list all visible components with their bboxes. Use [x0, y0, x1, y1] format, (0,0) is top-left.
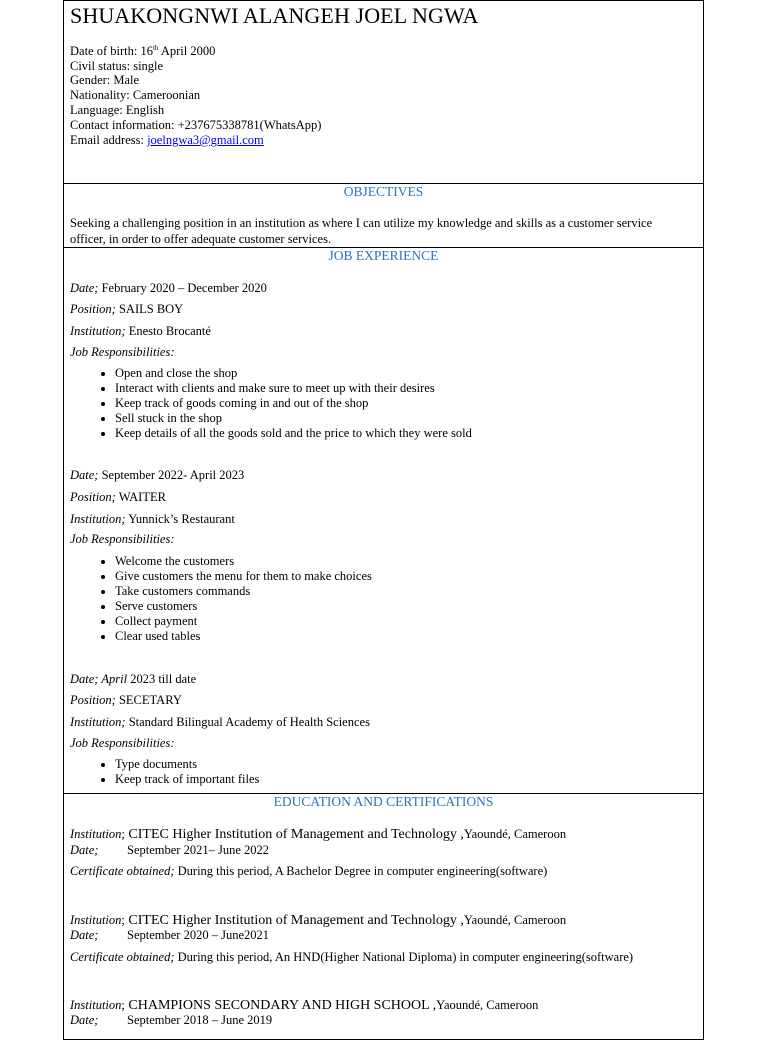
edu-3-institution: Institution; CHAMPIONS SECONDARY AND HIGH SCHOOL ,Yaoundé, Cameroon: [70, 998, 539, 1013]
email-link[interactable]: joelngwa3@gmail.com: [147, 133, 264, 147]
edu-1-institution: Institution; CITEC Higher Institution of Management and Technology ,Yaoundé, Cameroon: [70, 827, 567, 842]
job-3-responsibilities: [88, 757, 259, 787]
list-item: • Keep track of important files: [115, 772, 259, 787]
edu-1-certificate: Certificate obtained; During this period, A Bachelor Degree in computer engineering(software): [70, 864, 548, 878]
job-2-institution: Institution; Yunnick’s Restaurant: [70, 512, 235, 526]
edu-3-date: Date; September 2018 – June 2019: [70, 1013, 273, 1027]
gender: Gender: Male: [70, 73, 140, 87]
list-item: • Serve customers: [115, 599, 372, 614]
job-2-date: Date; September 2022- April 2023: [70, 468, 245, 482]
job-1-responsibilities-label: Job Responsibilities:: [70, 345, 175, 359]
list-item: • Welcome the customers: [115, 554, 372, 569]
edu-2-certificate: Certificate obtained; During this period, An HND(Higher National Diploma) in computer engineering(software): [70, 950, 634, 964]
list-item: • Sell stuck in the shop: [115, 411, 472, 426]
list-item: • Keep details of all the goods sold and the price to which they were sold: [115, 426, 472, 441]
language: Language: English: [70, 103, 165, 117]
objectives-heading: OBJECTIVES: [343, 184, 424, 199]
job-1-position: Position; SAILS BOY: [70, 302, 184, 316]
list-item: • Open and close the shop: [115, 366, 472, 381]
contact-info: Contact information: +237675338781(WhatsApp): [70, 118, 322, 132]
list-item: • Collect payment: [115, 614, 372, 629]
edu-1-date: Date; September 2021– June 2022: [70, 843, 269, 857]
edu-2-institution: Institution; CITEC Higher Institution of Management and Technology ,Yaoundé, Cameroon: [70, 913, 567, 928]
job-1-responsibilities: [88, 366, 472, 441]
job-3-date: Date; April 2023 till date: [70, 672, 197, 686]
job-3-institution: Institution; Standard Bilingual Academy of Health Sciences: [70, 715, 370, 729]
edu-2-date: Date; September 2020 – June2021: [70, 928, 269, 942]
objectives-line-1: Seeking a challenging position in an institution as where I can utilize my knowledge and skills as a customer service: [70, 216, 653, 230]
job-3-responsibilities-label: Job Responsibilities:: [70, 736, 175, 750]
list-item: • Interact with clients and make sure to meet up with their desires: [115, 381, 472, 396]
cv-name: SHUAKONGNWI ALANGEH JOEL NGWA: [70, 3, 479, 28]
job-1-institution: Institution; Enesto Brocanté: [70, 324, 211, 338]
list-item: • Keep track of goods coming in and out of the shop: [115, 396, 472, 411]
job-2-responsibilities-label: Job Responsibilities:: [70, 532, 175, 546]
civil-status: Civil status: single: [70, 59, 164, 73]
objectives-line-2: officer, in order to offer adequate customer services.: [70, 232, 332, 246]
list-item: • Give customers the menu for them to make choices: [115, 569, 372, 584]
date-of-birth: Date of birth: 16th April 2000: [70, 43, 216, 58]
experience-heading: JOB EXPERIENCE: [328, 248, 439, 263]
job-1-date: Date; February 2020 – December 2020: [70, 281, 267, 295]
email-address: Email address: joelngwa3@gmail.com: [70, 133, 264, 147]
job-2-responsibilities: [88, 554, 372, 644]
nationality: Nationality: Cameroonian: [70, 88, 201, 102]
list-item: • Take customers commands: [115, 584, 372, 599]
list-item: • Clear used tables: [115, 629, 372, 644]
education-heading: EDUCATION AND CERTIFICATIONS: [273, 794, 494, 809]
job-3-position: Position; SECETARY: [70, 693, 182, 707]
job-2-position: Position; WAITER: [70, 490, 166, 504]
list-item: • Type documents: [115, 757, 259, 772]
